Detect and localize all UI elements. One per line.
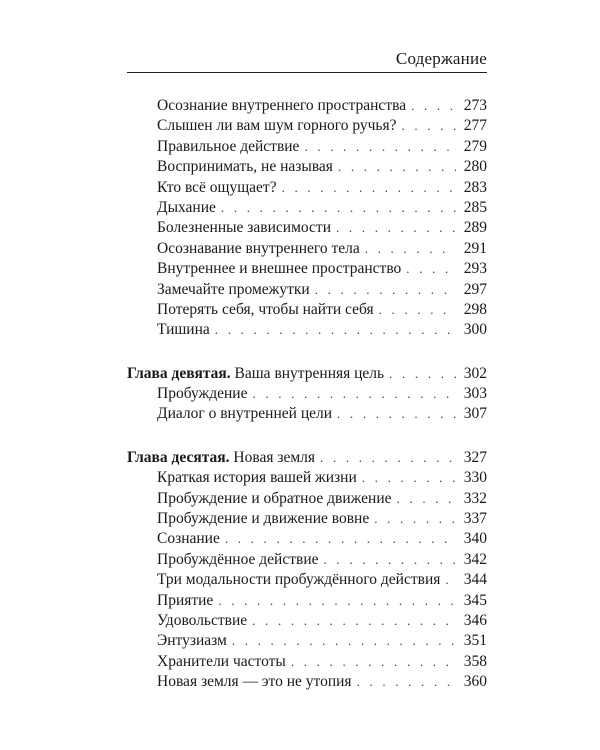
toc-entry-title: Хранители частоты (157, 652, 286, 670)
leader-dots (225, 529, 456, 549)
chapter-heading (127, 448, 315, 468)
toc-entry (127, 178, 487, 198)
toc-entry-title: Кто всё ощущает? (157, 178, 277, 196)
toc-entry (127, 404, 487, 424)
toc-entry-title: Краткая история вашей жизни (157, 469, 357, 487)
toc-entry-title: Диалог о внутренней цели (157, 405, 333, 423)
leader-dots (402, 116, 456, 136)
toc-entry-title: Пробуждение и движение вовне (157, 510, 370, 528)
toc-entry-page: 298 (463, 300, 487, 318)
toc-entry-title: Осознание внутреннего пространства (157, 97, 407, 114)
toc-entry-page: 340 (463, 530, 487, 548)
section-gap (127, 425, 487, 448)
toc-entry-page: 360 (463, 673, 487, 691)
toc-entry (127, 96, 487, 116)
leader-dots (320, 448, 456, 468)
toc-entry (127, 239, 487, 259)
toc-entry-title: Дыхание (157, 198, 216, 216)
leader-dots (357, 672, 456, 692)
toc-entry-page: 345 (463, 591, 487, 609)
chapter-label: Глава десятая. (127, 448, 230, 466)
toc-entry (127, 570, 487, 590)
toc-entry-title: Новая земля — это не утопия (157, 673, 352, 691)
toc-entry (127, 280, 487, 300)
toc-entry-page: 285 (463, 198, 487, 216)
toc-entry-title: Осознавание внутреннего тела (157, 239, 360, 257)
toc-entry-page: 344 (463, 571, 487, 589)
toc-entry-page: 279 (463, 137, 487, 155)
toc-entry-title: Пробуждение (157, 385, 248, 403)
toc-entry-page: 289 (463, 219, 487, 237)
chapter-heading (127, 364, 384, 384)
toc-entry (127, 631, 487, 651)
leader-dots (406, 259, 456, 279)
toc-entry (127, 652, 487, 672)
toc-entry-page: 300 (463, 321, 487, 339)
toc-entry (127, 218, 487, 238)
leader-dots (221, 198, 456, 218)
leader-dots (389, 364, 456, 384)
toc-entry-title: Потерять себя, чтобы найти себя (157, 300, 374, 318)
chapter-label: Глава девятая. (127, 364, 231, 382)
toc-entry-page: 337 (463, 510, 487, 528)
leader-dots (374, 509, 456, 529)
leader-dots (379, 300, 456, 320)
leader-dots (282, 178, 456, 198)
toc-entry-title: Пробуждённое действие (157, 550, 319, 568)
toc-entry (127, 320, 487, 340)
leader-dots (397, 489, 456, 509)
leader-dots (315, 280, 456, 300)
toc-entry-page: 293 (463, 260, 487, 278)
leader-dots (304, 137, 456, 157)
leader-dots (252, 611, 456, 631)
toc-entry (127, 550, 487, 570)
toc-entry-page: 346 (463, 611, 487, 629)
toc-entry-title: Сознание (157, 530, 220, 548)
toc-entry-title: Энтузиазм (157, 632, 227, 650)
toc-entry-page: 327 (463, 448, 487, 466)
toc-entry (127, 384, 487, 404)
section-gap (127, 341, 487, 364)
toc-entry (127, 468, 487, 488)
toc-entry-page: 307 (463, 405, 487, 423)
leader-dots (252, 384, 456, 404)
chapter-title: Новая земля (233, 448, 316, 466)
toc-entry-page: 277 (463, 117, 487, 135)
toc-section-chapter-10 (127, 448, 487, 693)
toc-entry-title: Внутреннее и внешнее пространство (157, 260, 402, 278)
leader-dots (324, 550, 456, 570)
toc-entry-page: 358 (463, 652, 487, 670)
leader-dots (338, 157, 456, 177)
toc-section-chapter-9 (127, 364, 487, 425)
leader-dots (365, 239, 456, 259)
toc-entry (127, 489, 487, 509)
toc-section-1 (127, 96, 487, 341)
toc-entry (127, 137, 487, 157)
leader-dots (218, 591, 456, 611)
toc-entry-title: Пробуждение и обратное движение (157, 489, 392, 507)
toc-entry-title: Три модальности пробуждённого действия (157, 571, 441, 589)
toc-chapter-heading (127, 448, 487, 468)
toc-entry-page: 330 (463, 469, 487, 487)
toc-entry (127, 300, 487, 320)
leader-dots (362, 468, 456, 488)
toc-entry (127, 116, 487, 136)
toc-entry-title: Приятие (157, 591, 214, 609)
running-header-title: Содержание (395, 49, 487, 68)
toc-entry (127, 509, 487, 529)
toc-entry-page: 351 (463, 632, 487, 650)
toc-entry-title: Правильное действие (157, 137, 300, 155)
toc-entry-title: Замечайте промежутки (157, 280, 310, 298)
chapter-title: Ваша внутренняя цель (234, 364, 385, 382)
toc-entry (127, 591, 487, 611)
toc-entry (127, 198, 487, 218)
toc-entry-title: Тишина (157, 321, 210, 339)
toc-entry (127, 259, 487, 279)
toc-entry-page: 297 (463, 280, 487, 298)
toc-entry-page: 273 (463, 97, 487, 114)
toc-entry (127, 157, 487, 177)
toc-entry-title: Болезненные зависимости (157, 219, 331, 237)
toc-entry-page: 280 (463, 158, 487, 176)
toc-entry-page: 332 (463, 489, 487, 507)
leader-dots (232, 631, 456, 651)
toc-entry (127, 529, 487, 549)
toc-entry-title: Воспринимать, не называя (157, 158, 333, 176)
toc-entry-page: 302 (463, 364, 487, 382)
toc-entry-page: 283 (463, 178, 487, 196)
leader-dots (215, 320, 456, 340)
toc-chapter-heading (127, 364, 487, 384)
toc-entry (127, 672, 487, 692)
header-divider (127, 72, 487, 73)
leader-dots (337, 404, 456, 424)
table-of-contents (127, 96, 487, 693)
toc-entry-page: 342 (463, 550, 487, 568)
toc-entry-title: Удовольствие (157, 611, 248, 629)
toc-entry (127, 611, 487, 631)
toc-entry-page: 291 (463, 239, 487, 257)
leader-dots (445, 570, 456, 590)
toc-entry-page: 303 (463, 385, 487, 403)
toc-entry-title: Слышен ли вам шум горного ручья? (157, 117, 397, 135)
leader-dots (411, 96, 456, 116)
leader-dots (291, 652, 456, 672)
leader-dots (336, 218, 456, 238)
